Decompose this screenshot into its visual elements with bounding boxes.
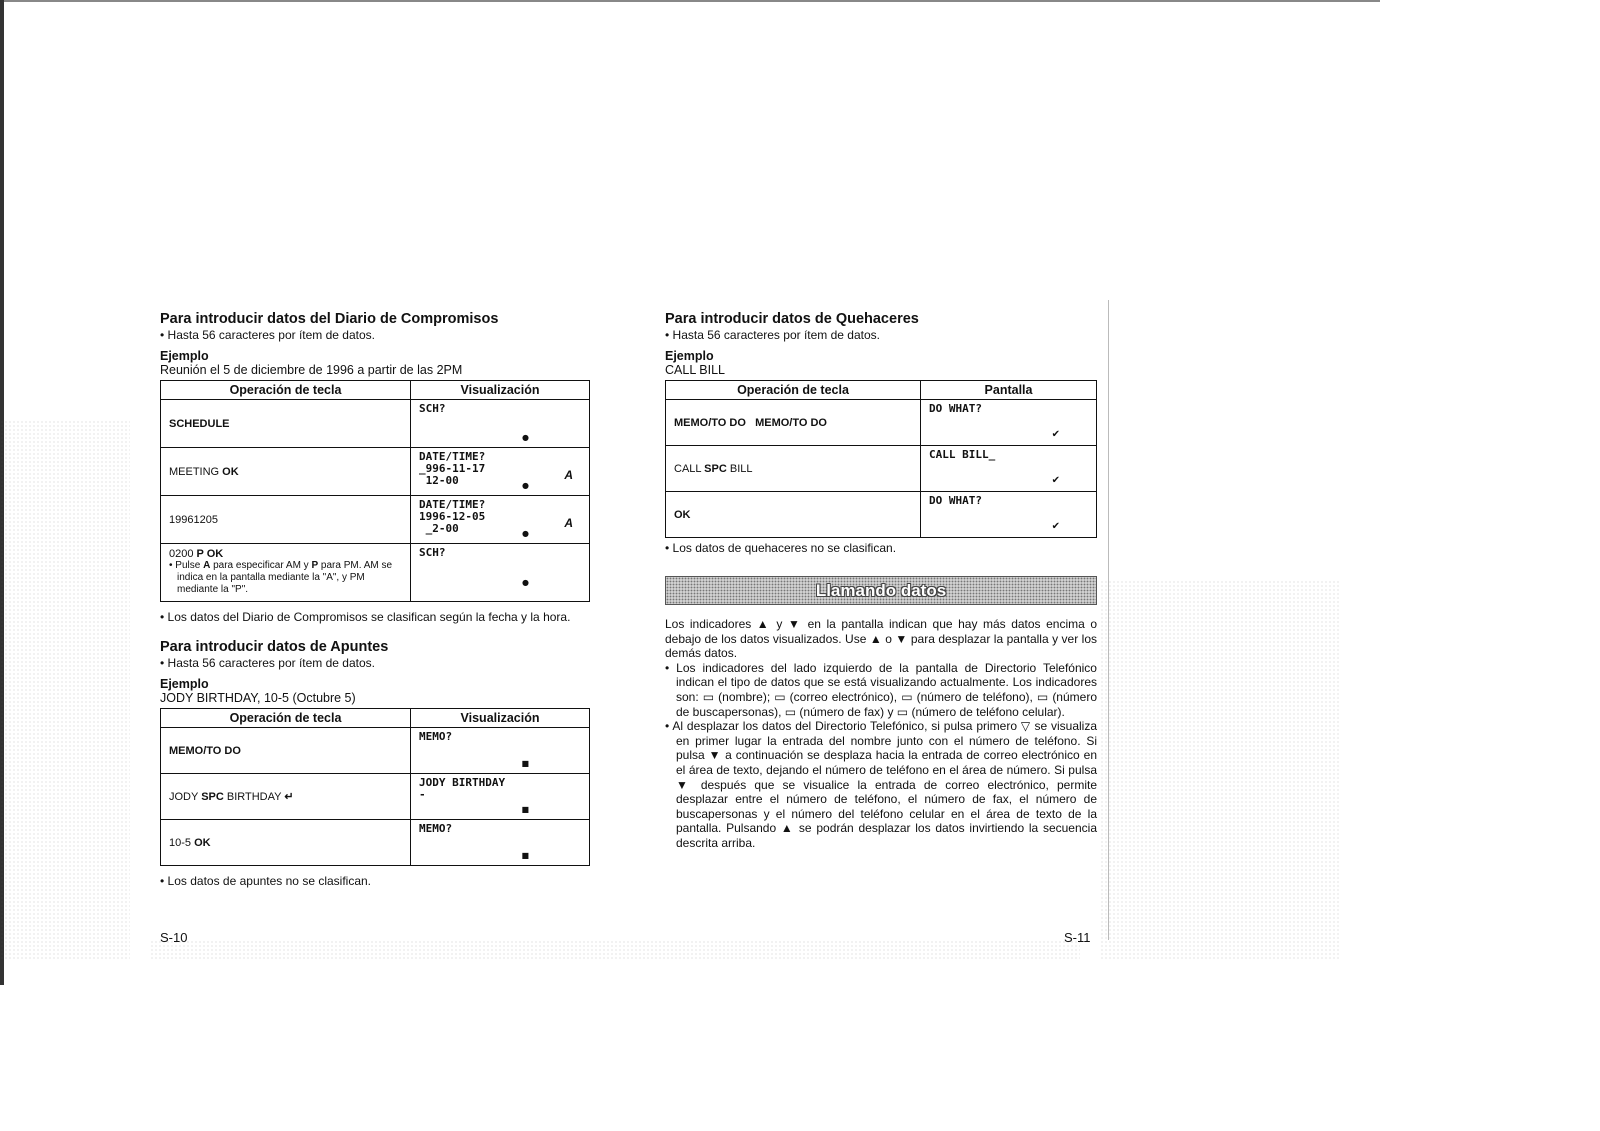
table-row [161, 728, 590, 774]
memo-table [160, 708, 590, 866]
lcd-display: DO WHAT? ✔ [921, 400, 1097, 446]
key-operation: CALL SPC BILL [666, 446, 921, 492]
banner-title: Llamando datos [815, 580, 947, 600]
col-header-key: Operación de tecla [161, 381, 411, 400]
lcd-display: DATE/TIME? _996-11-17 12-00 A ● [411, 448, 590, 496]
lcd-display: DO WHAT? ✔ [921, 492, 1097, 538]
char-limit-note: • Hasta 56 caracteres por ítem de datos. [665, 328, 1097, 343]
lcd-display: JODY BIRTHDAY - ■ [411, 774, 590, 820]
check-mark-icon: ✔ [1051, 521, 1060, 532]
indicator-dot-icon: ● [522, 433, 529, 442]
scan-noise-bottom [150, 940, 1080, 960]
key-operation: 0200 P OK • Pulse A para especificar AM y P para PM. AM se indica en la pantalla mediante la "A", y PM mediante la "P". [161, 544, 411, 602]
key-operation: SCHEDULE [161, 400, 411, 448]
enter-key-icon: ↵ [284, 791, 294, 803]
section-title-memo: Para introducir datos de Apuntes [160, 639, 389, 655]
table-row [666, 492, 1097, 538]
lcd-display: DATE/TIME? 1996-12-05 _2-00 A ● [411, 496, 590, 544]
indicator-mark-icon: ■ [521, 759, 529, 768]
key-operation: 10-5 OK [161, 820, 411, 866]
indicators-paragraph: Los indicadores ▲ y ▼ en la pantalla indican que hay más datos encima o debajo de los datos visualizados. Use ▲ o ▼ para desplazar la pantalla y ver los demás datos. [665, 617, 1097, 661]
col-header-display: Pantalla [921, 381, 1097, 400]
scan-top-edge [0, 0, 1380, 2]
table-row [161, 820, 590, 866]
example-text: JODY BIRTHDAY, 10-5 (Octubre 5) [160, 691, 356, 705]
table-row [161, 448, 590, 496]
example-label: Ejemplo [160, 349, 209, 363]
example-label: Ejemplo [665, 349, 714, 363]
char-limit-note: • Hasta 56 caracteres por ítem de datos. [160, 656, 590, 671]
lcd-display: SCH? ● [411, 400, 590, 448]
indicator-dot-icon: ● [522, 481, 529, 490]
indicator-dot-icon: ● [522, 529, 529, 538]
table-row [161, 774, 590, 820]
scan-noise-right [1100, 580, 1340, 960]
col-header-display: Visualización [411, 709, 590, 728]
sort-note: • Los datos de apuntes no se clasifican. [160, 874, 590, 889]
section-title-todo: Para introducir datos de Quehaceres [665, 311, 919, 327]
lcd-display: SCH? ● [411, 544, 590, 602]
check-mark-icon: ✔ [1051, 429, 1060, 440]
am-pm-note: • Pulse A para especificar AM y P para PM. AM se indica en la pantalla mediante la "A", y PM mediante la "P". [169, 560, 393, 595]
indicator-types-note: • Los indicadores del lado izquierdo de la pantalla de Directorio Telefónico indican el tipo de datos que se está visualizando actualmente. Los indicadores son: ▭ (nombre); ▭ (correo electrónico), ▭ (número de teléfono), ▭ (número de buscapersonas), ▭ (número de fax) y ▭ (número de teléfono celular). [665, 661, 1097, 719]
key-operation: 19961205 [161, 496, 411, 544]
scan-noise-left [0, 420, 130, 960]
todo-table [665, 380, 1097, 538]
key-operation: JODY SPC BIRTHDAY ↵ [161, 774, 411, 820]
indicator-dot-icon: ● [522, 578, 529, 587]
right-page [665, 311, 1097, 851]
key-operation: MEMO/TO DO MEMO/TO DO [666, 400, 921, 446]
section-title-schedule: Para introducir datos del Diario de Compromisos [160, 311, 499, 327]
sort-note: • Los datos del Diario de Compromisos se clasifican según la fecha y la hora. [160, 610, 590, 625]
char-limit-note: • Hasta 56 caracteres por ítem de datos. [160, 328, 590, 343]
left-page [160, 311, 590, 889]
key-operation: MEMO/TO DO [161, 728, 411, 774]
table-row [161, 496, 590, 544]
section-banner [665, 576, 1097, 605]
col-header-key: Operación de tecla [666, 381, 921, 400]
page-number-left: S-10 [160, 930, 188, 945]
example-text: Reunión el 5 de diciembre de 1996 a partir de las 2PM [160, 363, 463, 377]
lcd-display: MEMO? ■ [411, 820, 590, 866]
key-operation: OK [666, 492, 921, 538]
indicator-mark-icon: ■ [521, 805, 529, 814]
lcd-display: MEMO? ■ [411, 728, 590, 774]
lcd-display: CALL BILL_ ✔ [921, 446, 1097, 492]
scroll-order-note: • Al desplazar los datos del Directorio Telefónico, si pulsa primero ▽ se visualiza en primer lugar la entrada del nombre junto con el número de teléfono. Si pulsa ▼ a continuación se desplaza hacia la entrada de correo electrónico en el área de texto, dejando el número de teléfono en el área de número. Si pulsa ▼ después que se visualice la entrada de correo electrónico, permite desplazar entre el número de teléfono, el número de fax, el número de buscapersonas y el número del teléfono celular en el área de texto de la pantalla. Pulsando ▲ se podrán desplazar los datos invirtiendo la secuencia descrita arriba. [665, 719, 1097, 850]
table-row [666, 446, 1097, 492]
page-number-right: S-11 [1064, 930, 1091, 945]
check-mark-icon: ✔ [1051, 475, 1060, 486]
indicator-mark-icon: ■ [521, 851, 529, 860]
example-text: CALL BILL [665, 363, 725, 377]
col-header-key: Operación de tecla [161, 709, 411, 728]
table-row [666, 400, 1097, 446]
table-row [161, 400, 590, 448]
key-operation: MEETING OK [161, 448, 411, 496]
sort-note: • Los datos de quehaceres no se clasifican. [665, 541, 1097, 556]
col-header-display: Visualización [411, 381, 590, 400]
example-label: Ejemplo [160, 677, 209, 691]
schedule-table [160, 380, 590, 602]
table-row [161, 544, 590, 602]
